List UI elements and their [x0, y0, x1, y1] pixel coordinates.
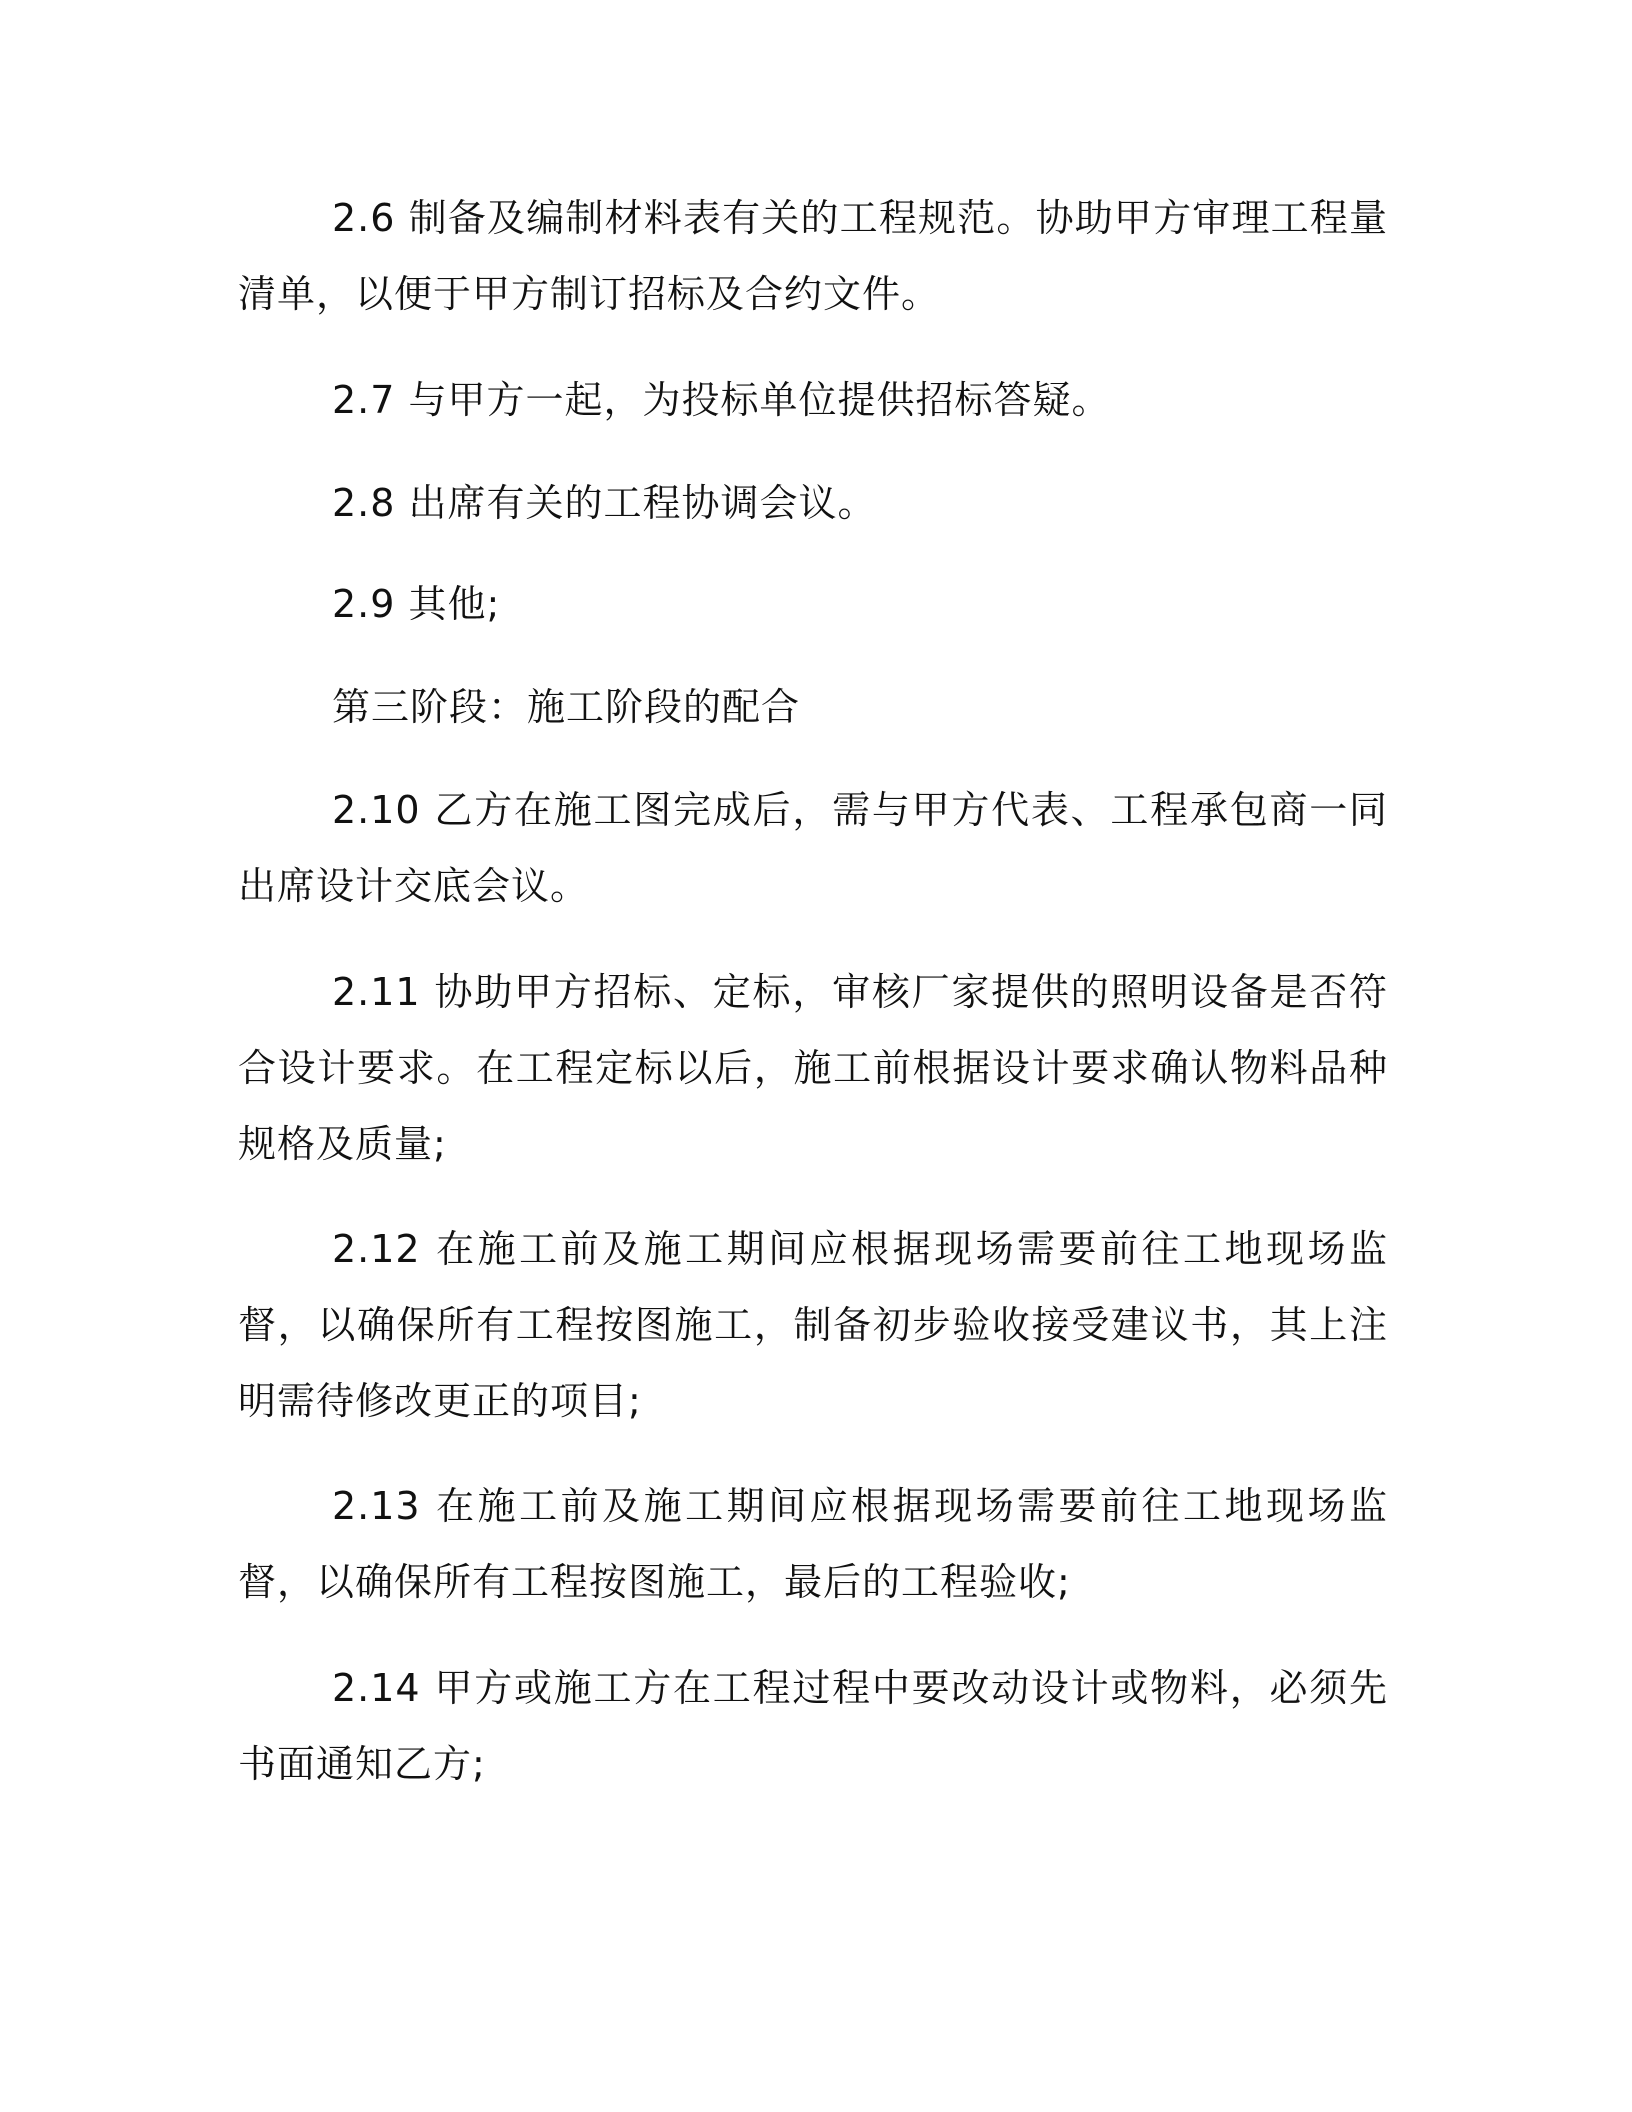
paragraph-2-12: 2.12 在施工前及施工期间应根据现场需要前往工地现场监督，以确保所有工程按图施工，制备初步验收接受建议书，其上注明需待修改更正的项目; — [238, 1227, 1388, 1423]
paragraph-2-11: 2.11 协助甲方招标、定标，审核厂家提供的照明设备是否符合设计要求。在工程定标以后，施工前根据设计要求确认物料品种规格及质量; — [238, 970, 1388, 1166]
paragraph-2-13: 2.13 在施工前及施工期间应根据现场需要前往工地现场监督，以确保所有工程按图施工，最后的工程验收; — [238, 1484, 1388, 1604]
paragraph-2-7: 2.7 与甲方一起，为投标单位提供招标答疑。 — [332, 378, 1111, 422]
paragraph-2-14: 2.14 甲方或施工方在工程过程中要改动设计或物料，必须先书面通知乙方; — [238, 1666, 1388, 1786]
section-heading-stage-three: 第三阶段：施工阶段的配合 — [332, 685, 801, 729]
paragraph-2-10: 2.10 乙方在施工图完成后，需与甲方代表、工程承包商一同出席设计交底会议。 — [238, 788, 1388, 908]
paragraph-2-9: 2.9 其他; — [332, 582, 501, 626]
paragraph-2-6: 2.6 制备及编制材料表有关的工程规范。协助甲方审理工程量清单，以便于甲方制订招标及合约文件。 — [238, 196, 1388, 316]
paragraph-2-8: 2.8 出席有关的工程协调会议。 — [332, 481, 877, 525]
